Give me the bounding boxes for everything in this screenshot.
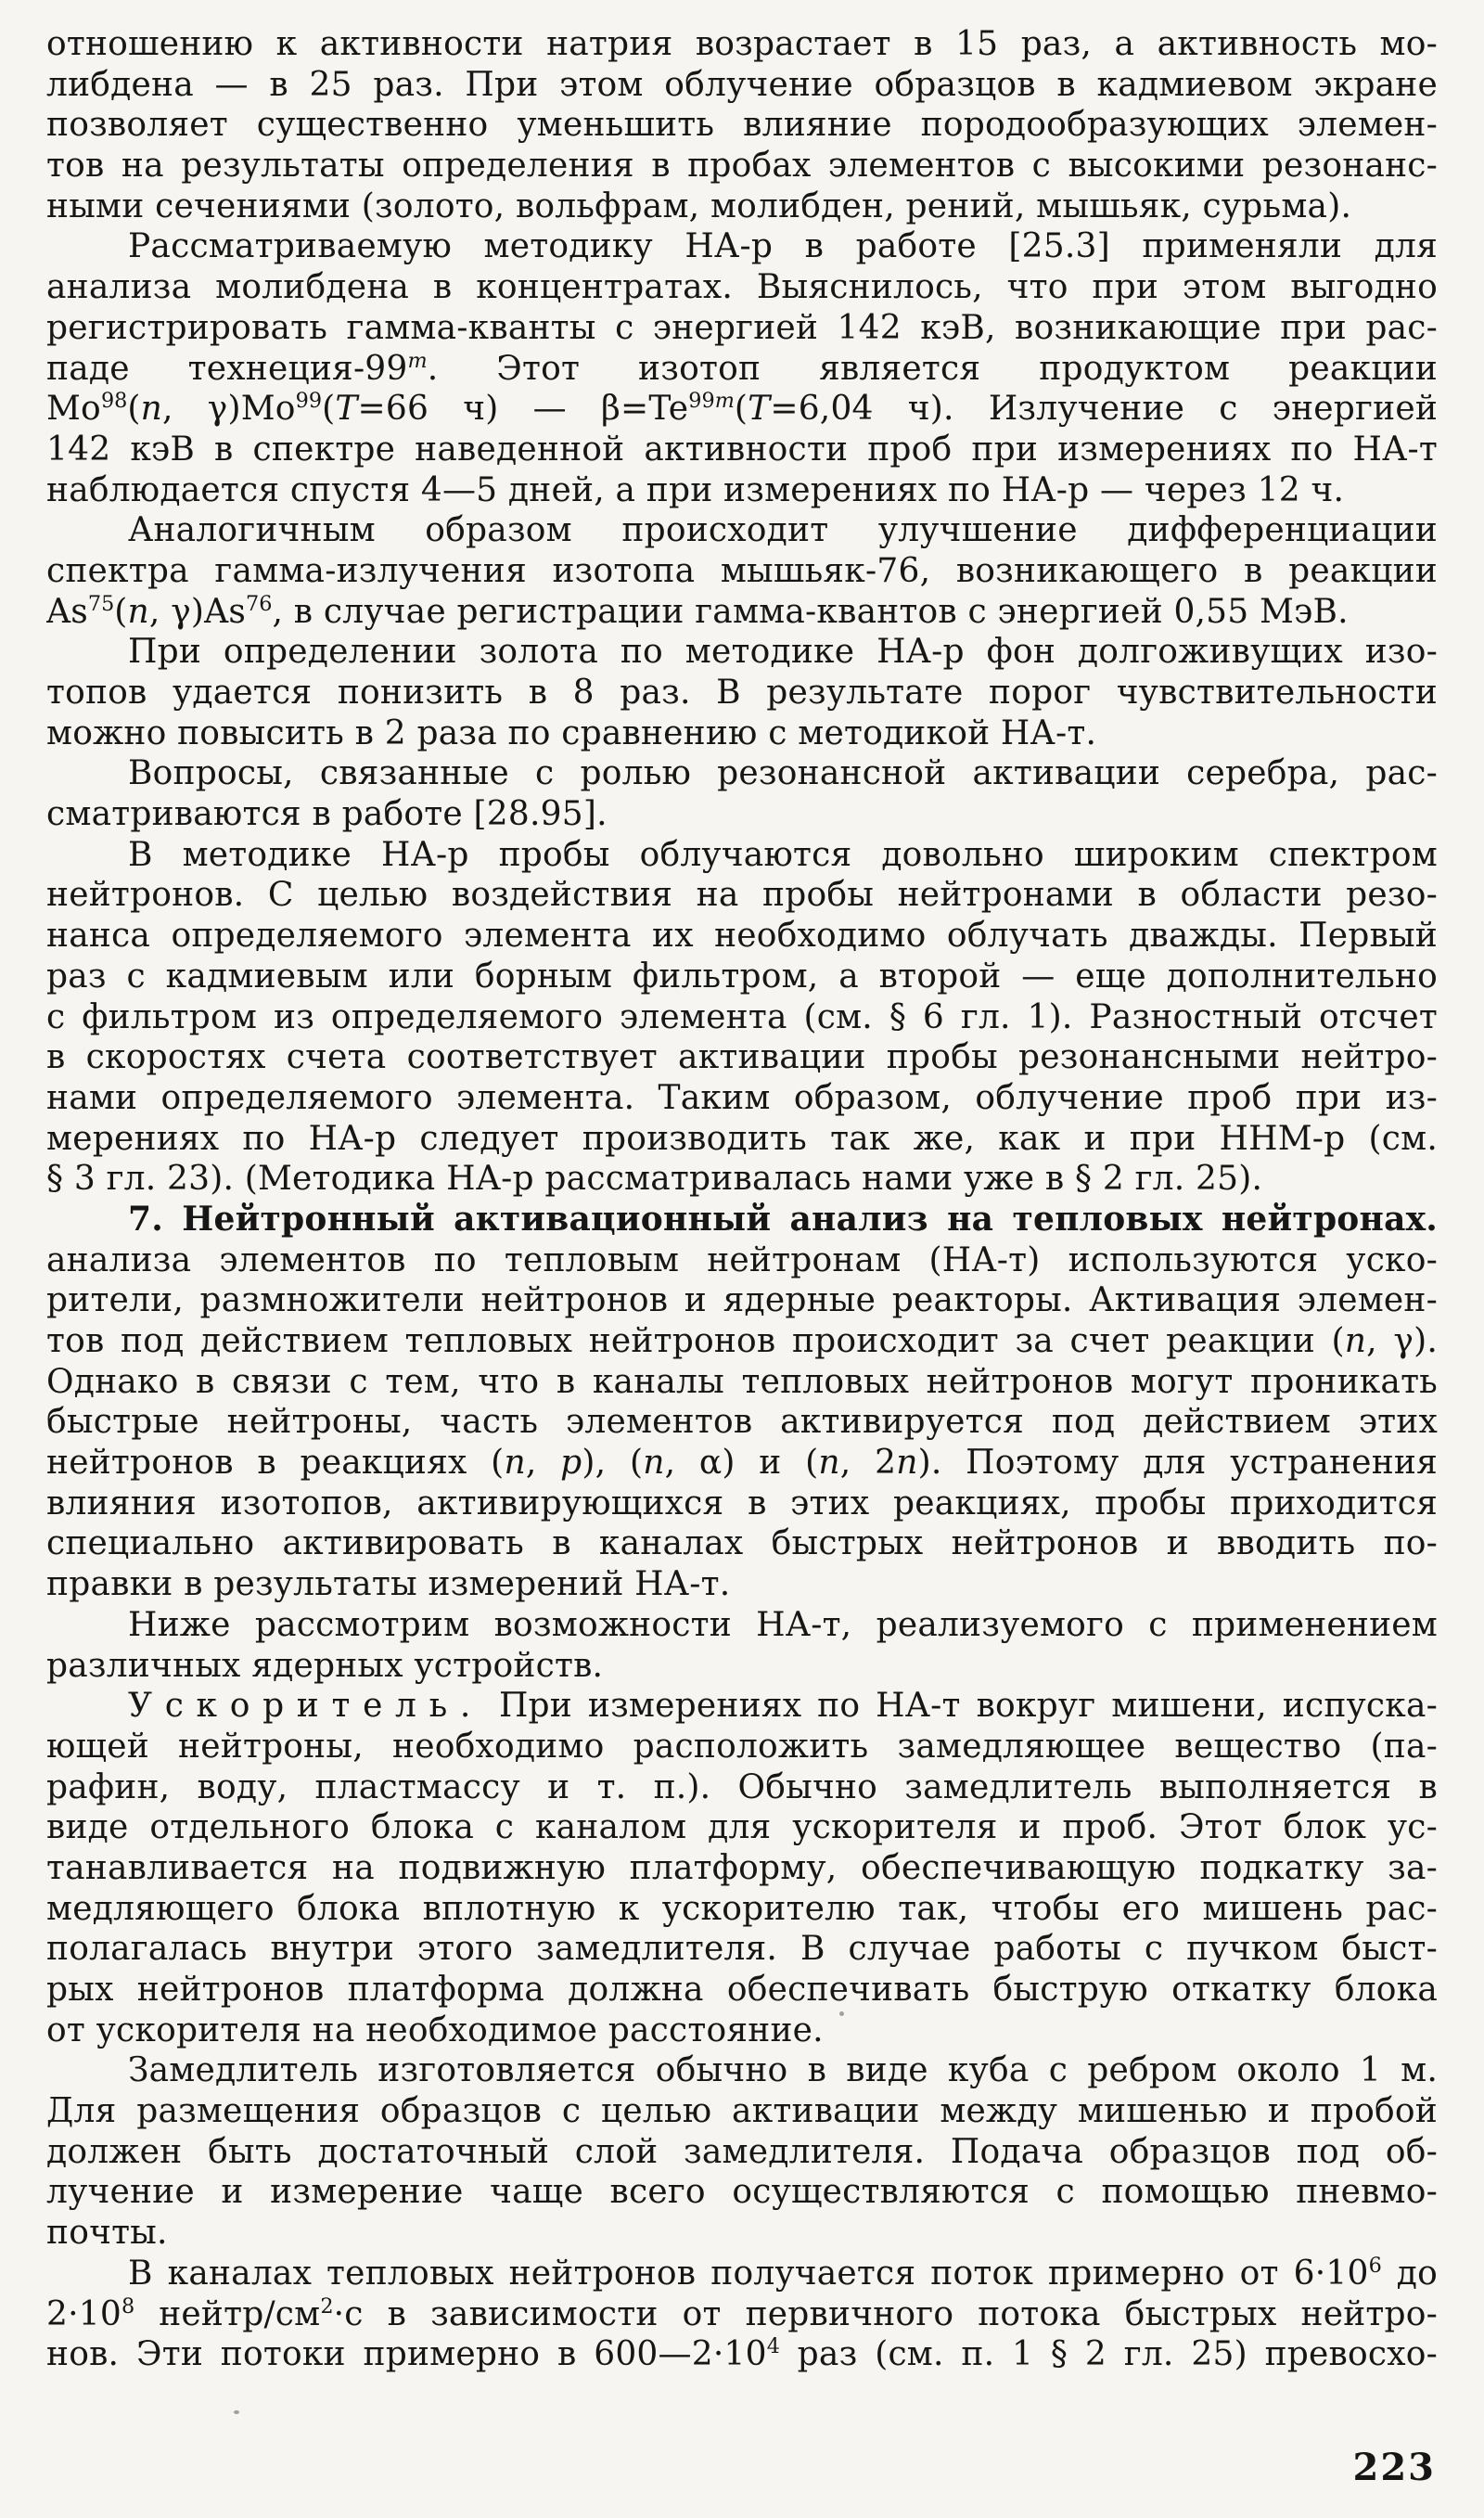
- text-line: почты.: [46, 2214, 168, 2253]
- text-line: рых нейтронов платформа должна обеспечивать быструю откатку блока: [46, 1971, 1438, 2009]
- page-number: 223: [1352, 2446, 1436, 2489]
- text-line: ными сечениями (золото, вольфрам, молибден, рений, мышьяк, сурьма).: [46, 186, 1352, 225]
- text-line: сматриваются в работе [28.95].: [46, 795, 608, 834]
- text-line: правки в результаты измерений НА-т.: [46, 1565, 731, 1604]
- text-line: медляющего блока вплотную к ускорителю так, чтобы его мишень рас-: [46, 1889, 1438, 1928]
- text-line: Рассматриваемую методику НА-р в работе [25.3] применяли для: [128, 227, 1438, 266]
- text-line: § 3 гл. 23). (Методика НА-р рассматривалась нами уже в § 2 гл. 25).: [46, 1160, 1263, 1199]
- text-line: топов удается понизить в 8 раз. В результате порог чувствительности: [46, 674, 1438, 712]
- text-line: паде технеция-99$^m$. Этот изотоп является продуктом реакции: [46, 348, 1438, 388]
- text-line: рафин, воду, пластмассу и т. п.). Обычно замедлитель выполняется в: [46, 1767, 1438, 1806]
- text-line: Замедлитель изготовляется обычно в виде куба с ребром около 1 м.: [128, 2051, 1438, 2090]
- text-line: $2\cdot 10^8$ нейтр/$см^2\cdot с$ в зависимости от первичного потока быстрых нейтро-: [46, 2293, 1438, 2333]
- text-line: мерениях по НА-р следует производить так же, как и при ННМ-р (см.: [46, 1119, 1438, 1158]
- text-block: [46, 24, 1438, 2375]
- text-line: нейтронов в реакциях (n, p), (n, α) и (n, 2n). Поэтому для устранения: [46, 1444, 1438, 1483]
- text-line: анализа молибдена в концентратах. Выяснилось, что при этом выгодно: [46, 268, 1438, 307]
- text-line: Ускоритель. При измерениях по НА-т вокруг мишени, испуска-: [128, 1687, 1438, 1726]
- text-line: различных ядерных устройств.: [46, 1646, 604, 1685]
- text-line: Для размещения образцов с целью активации между мишенью и пробой: [46, 2092, 1438, 2131]
- scan-speck: [234, 2410, 239, 2414]
- scan-speck: [839, 2011, 844, 2016]
- text-line: лучение и измерение чаще всего осуществляются с помощью пневмо-: [46, 2173, 1438, 2212]
- text-line: регистрировать гамма-кванты с энергией 142 кэВ, возникающие при рас-: [46, 308, 1438, 347]
- text-line: специально активировать в каналах быстрых нейтронов и вводить по-: [46, 1524, 1438, 1563]
- text-line: Аналогичным образом происходит улучшение дифференциации: [128, 511, 1438, 550]
- text-line: Mo$^{98}$(n, $\gamma)Mo^{99}(T=66$ ч) — $\beta=Te^{99m}(T=6,04$ ч). Излучение с энергией: [46, 389, 1438, 429]
- text-line: анализа элементов по тепловым нейтронам (НА-т) используются уско-: [46, 1240, 1438, 1279]
- text-line: Ниже рассмотрим возможности НА-т, реализуемого с применением: [128, 1605, 1438, 1644]
- text-line: либдена — в 25 раз. При этом облучение образцов в кадмиевом экране: [46, 65, 1438, 104]
- text-line: нанса определяемого элемента их необходимо облучать дважды. Первый: [46, 917, 1438, 956]
- text-line: As$^{75}$(n, γ)As$^{76}$, в случае регистрации гамма-квантов с энергией 0,55 МэВ.: [46, 591, 1349, 631]
- text-line: нами определяемого элемента. Таким образом, облучение проб при из-: [46, 1078, 1438, 1117]
- text-line: можно повысить в 2 раза по сравнению с методикой НА-т.: [46, 713, 1097, 752]
- text-line: виде отдельного блока с каналом для ускорителя и проб. Этот блок ус-: [46, 1808, 1438, 1847]
- text-line: Вопросы, связанные с ролью резонансной активации серебра, рас-: [128, 754, 1438, 793]
- text-line: от ускорителя на необходимое расстояние.: [46, 2011, 824, 2049]
- text-line: танавливается на подвижную платформу, обеспечивающую подкатку за-: [46, 1848, 1438, 1887]
- text-line: в скоростях счета соответствует активации пробы резонансными нейтро-: [46, 1038, 1438, 1077]
- text-line: позволяет существенно уменьшить влияние породообразующих элемен-: [46, 106, 1438, 145]
- text-line: В каналах тепловых нейтронов получается поток примерно от $6\cdot 10^6$ до: [128, 2253, 1438, 2293]
- text-line: В методике НА-р пробы облучаются довольно широким спектром: [128, 835, 1438, 874]
- text-line: ющей нейтроны, необходимо расположить замедляющее вещество (па-: [46, 1727, 1438, 1766]
- text-line: тов под действием тепловых нейтронов происходит за счет реакции (n, γ).: [46, 1322, 1438, 1360]
- text-line: нейтронов. С целью воздействия на пробы нейтронами в области резо-: [46, 876, 1438, 915]
- text-line: спектра гамма-излучения изотопа мышьяк-76, возникающего в реакции: [46, 551, 1438, 590]
- text-line: быстрые нейтроны, часть элементов активируется под действием этих: [46, 1403, 1438, 1442]
- text-line: полагалась внутри этого замедлителя. В случае работы с пучком быст-: [46, 1930, 1438, 1969]
- text-line: отношению к активности натрия возрастает в 15 раз, а активность мо-: [46, 25, 1438, 63]
- text-line: наблюдается спустя 4—5 дней, а при измерениях по НА-р — через 12 ч.: [46, 470, 1345, 509]
- text-line: с фильтром из определяемого элемента (см. § 6 гл. 1). Разностный отсчет: [46, 997, 1438, 1036]
- text-line: нов. Эти потоки примерно в $600—2\cdot 10^4$ раз (см. п. 1 § 2 гл. 25) превосхо-: [46, 2334, 1438, 2374]
- text-line: должен быть достаточный слой замедлителя. Подача образцов под об-: [46, 2132, 1438, 2171]
- text-line: Однако в связи с тем, что в каналы тепловых нейтронов могут проникать: [46, 1362, 1438, 1401]
- text-line: 7. Нейтронный активационный анализ на тепловых нейтронах.: [128, 1199, 1438, 1239]
- text-line: влияния изотопов, активирующихся в этих реакциях, пробы приходится: [46, 1484, 1438, 1522]
- text-line: 142 кэВ в спектре наведенной активности проб при измерениях по НА-т: [46, 430, 1438, 469]
- text-line: рители, размножители нейтронов и ядерные реакторы. Активация элемен-: [46, 1281, 1438, 1320]
- text-line: тов на результаты определения в пробах элементов с высокими резонанс-: [46, 147, 1438, 186]
- text-line: раз с кадмиевым или борным фильтром, а второй — еще дополнительно: [46, 957, 1438, 996]
- text-line: При определении золота по методике НА-р фон долгоживущих изо-: [128, 633, 1438, 672]
